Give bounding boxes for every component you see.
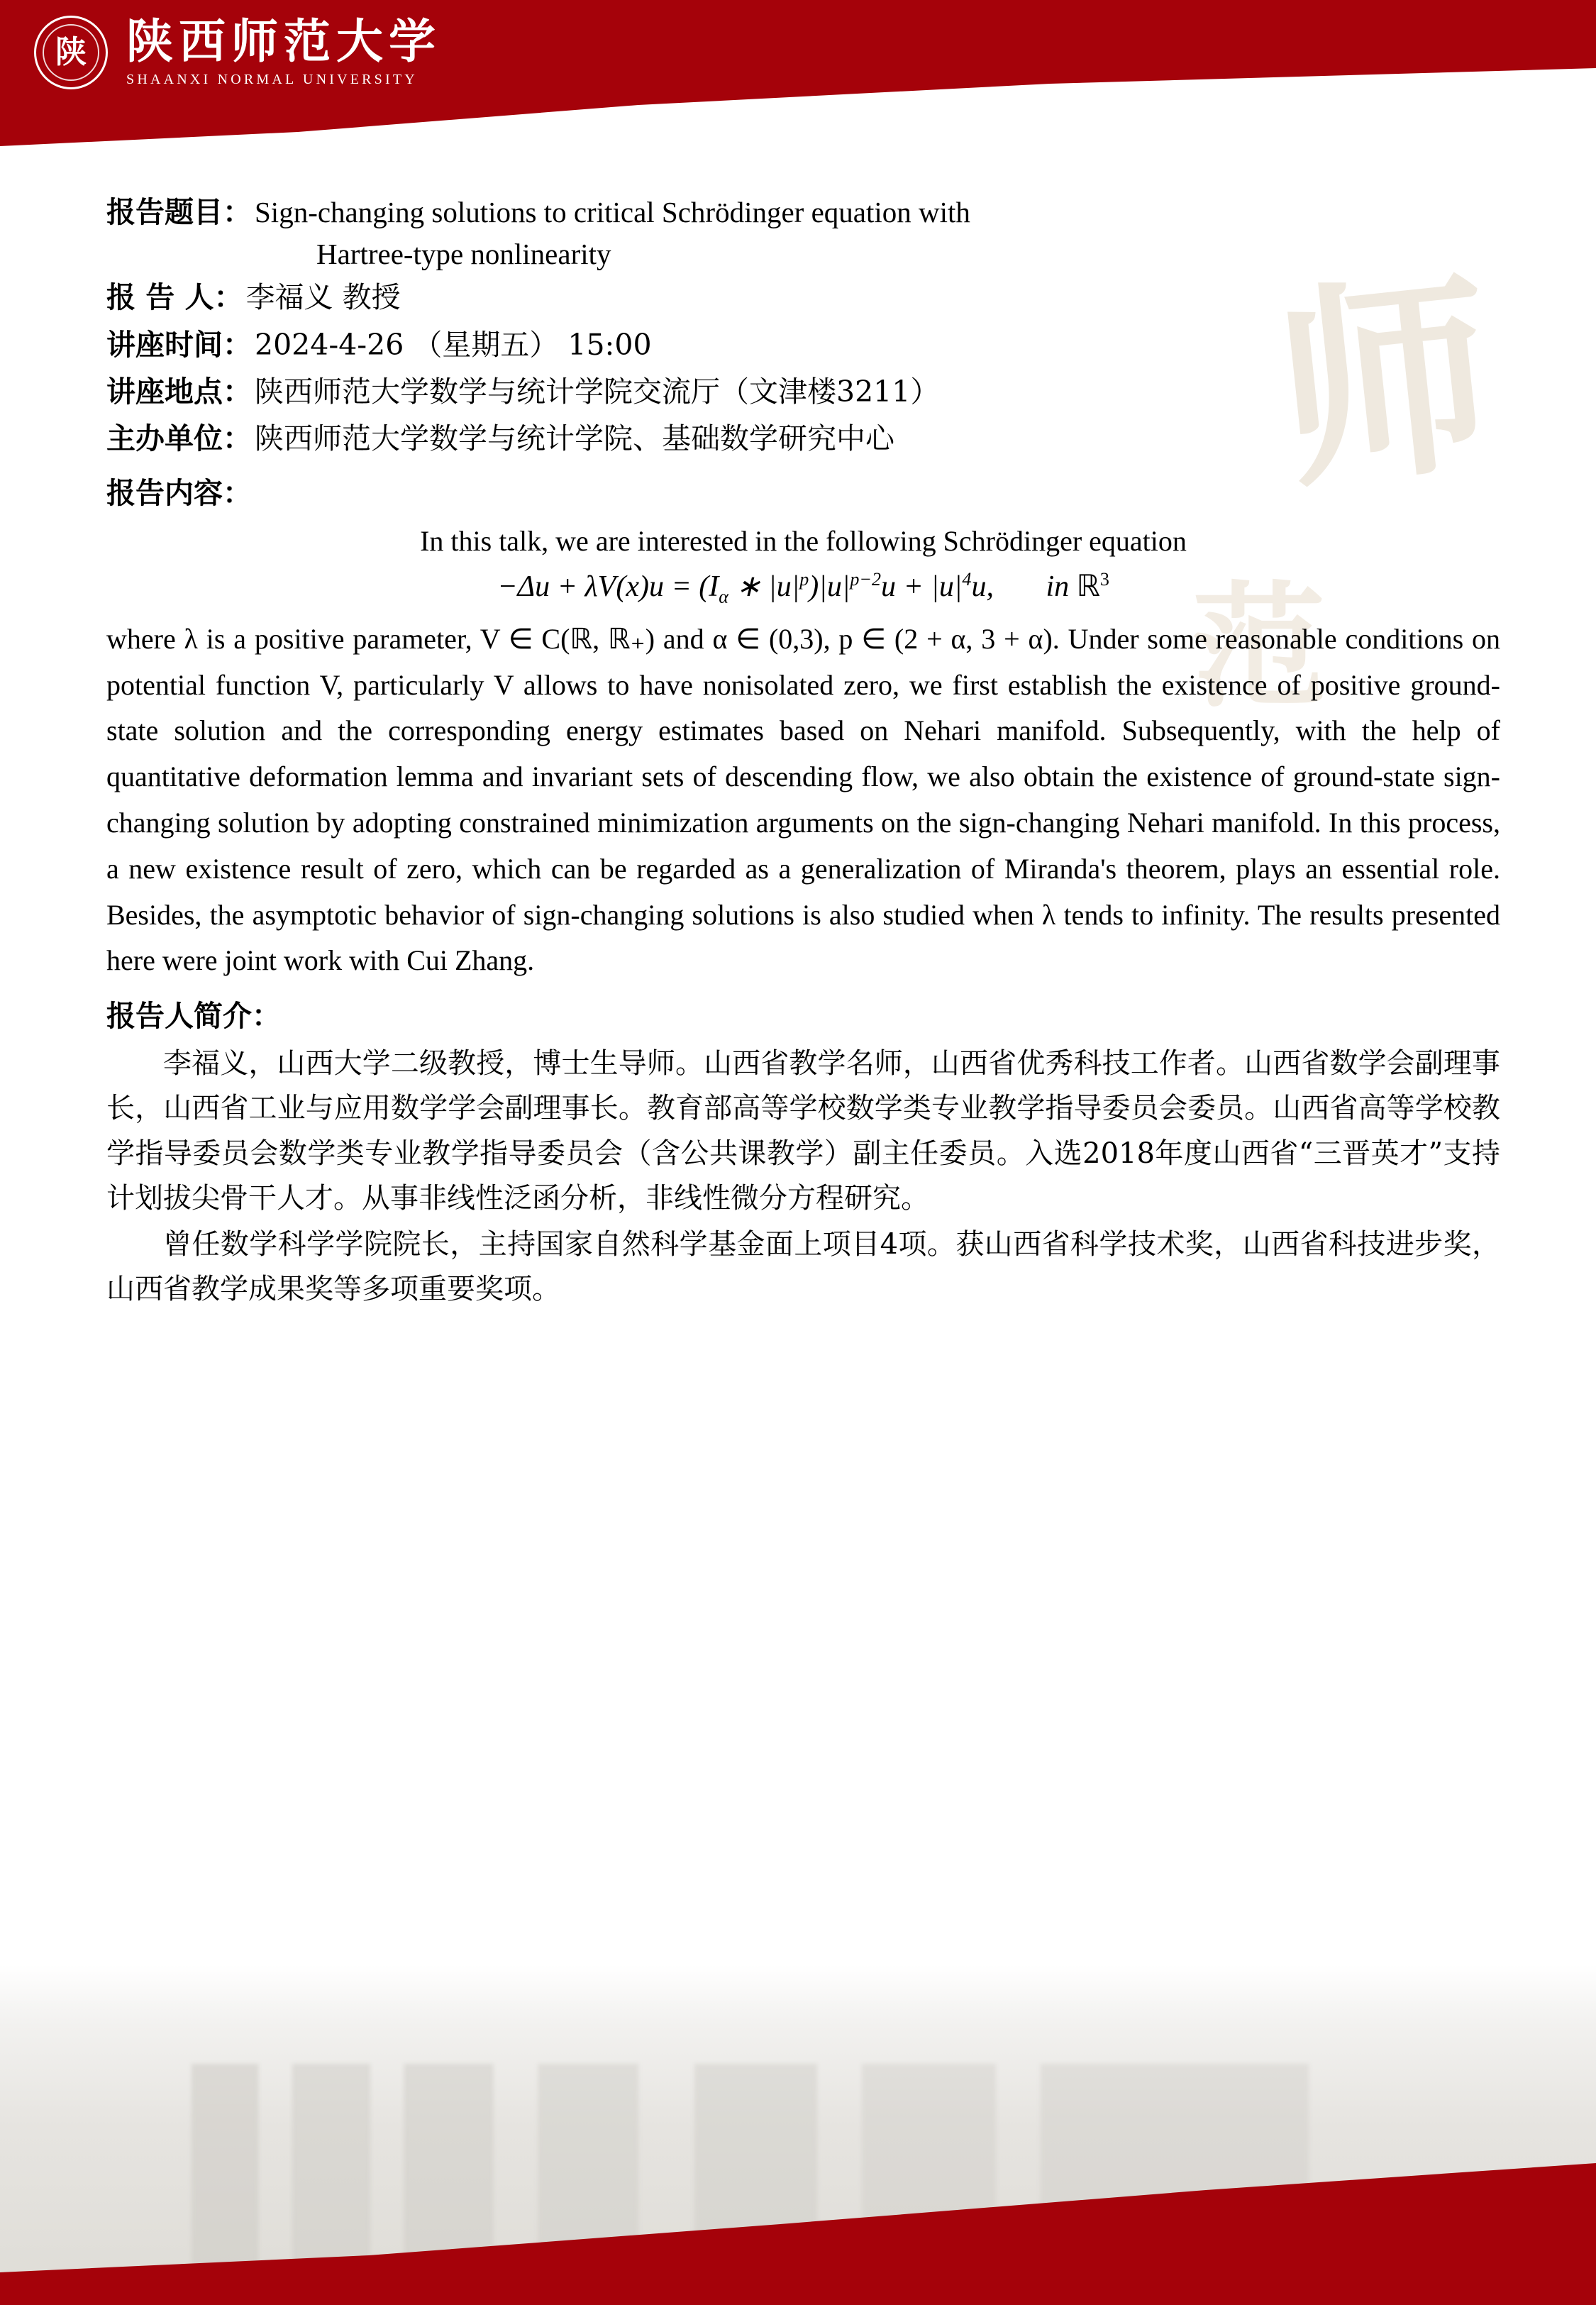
field-time-label: 讲座时间： xyxy=(106,327,252,362)
poster-content xyxy=(106,190,1500,1313)
bio-heading: 报告人简介： xyxy=(106,999,281,1034)
abstract-heading: 报告内容： xyxy=(106,475,252,510)
page-header xyxy=(0,0,1596,163)
field-location-value: 陕西师范大学数学与统计学院交流厅（文津楼3211） xyxy=(255,374,940,409)
field-organizer xyxy=(106,416,1500,460)
seal-character: 陕 xyxy=(55,34,87,70)
field-location xyxy=(106,370,1500,414)
field-time xyxy=(106,323,1500,367)
field-title-label: 报告题目： xyxy=(106,195,252,229)
university-name-en: SHAANXI NORMAL UNIVERSITY xyxy=(126,72,418,88)
university-seal-icon xyxy=(34,16,108,89)
university-name-cn: 陕西师范大学 xyxy=(126,13,441,69)
field-speaker-value: 李福义 教授 xyxy=(245,280,401,315)
watermark-fan: 范 xyxy=(1191,568,1326,726)
bio-paragraph-2: 曾任数学科学学院院长，主持国家自然科学基金面上项目4项。获山西省科学技术奖，山西省科技进步奖，山西省教学成果奖等多项重要奖项。 xyxy=(106,1227,1500,1306)
abstract-intro: In this talk, we are interested in the following Schrödinger equation xyxy=(420,524,1187,557)
field-title-value: Sign-changing solutions to critical Schrödinger equation with xyxy=(255,196,970,228)
field-speaker xyxy=(106,275,1500,319)
field-time-value: 2024-4-26 （星期五） 15:00 xyxy=(255,327,652,362)
field-location-label: 讲座地点： xyxy=(106,374,252,409)
field-title-value-line2: Hartree-type nonlinearity xyxy=(316,238,611,271)
field-speaker-label: 报 告 人： xyxy=(106,280,243,315)
equation-display: $-\Delta u + \lambda V(x)u = (I_\alpha$ ∗ $|u|^p)|u|^{p-2}u + |u|^4u$, in ℝ$^3$ xyxy=(497,569,1109,607)
university-logo-text xyxy=(126,13,441,88)
abstract-body: where λ is a positive parameter, V ∈ C(ℝ, ℝ₊) and α ∈ (0,3), p ∈ (2 + α, 3 + α). Under some reasonable conditions on potential function V, particularly V allows to have nonisolated zero, we first establish the existence of positive ground-state solution and the corresponding energy estimates based on Nehari manifold. Subsequently, with the help of quantitative deformation lemma and invariant sets of descending flow, we also obtain the existence of ground-state sign-changing solution by adopting constrained minimization arguments on the sign-changing Nehari manifold. In this process, a new existence result of zero, which can be regarded as a generalization of Miranda's theorem, plays an essential role. Besides, the asymptotic behavior of sign-changing solutions is also studied when λ tends to infinity. The results presented here were joint work with Cui Zhang. xyxy=(106,622,1500,977)
watermark-shi: 师 xyxy=(1265,247,1504,519)
field-organizer-label: 主办单位： xyxy=(106,421,252,456)
bio-paragraph-1: 李福义，山西大学二级教授，博士生导师。山西省教学名师，山西省优秀科技工作者。山西省数学会副理事长，山西省工业与应用数学学会副理事长。教育部高等学校数学类专业教学指导委员会委员。山西省高等学校教学指导委员会数学类专业教学指导委员会（含公共课教学）副主任委员。入选2018年度山西省“三晋英才”支持计划拔尖骨干人才。从事非线性泛函分析，非线性微分方程研究。 xyxy=(106,1047,1500,1215)
field-title xyxy=(106,190,1500,234)
university-logo xyxy=(34,13,441,89)
bio-block xyxy=(106,1041,1500,1312)
field-organizer-value: 陕西师范大学数学与统计学院、基础数学研究中心 xyxy=(255,421,894,456)
